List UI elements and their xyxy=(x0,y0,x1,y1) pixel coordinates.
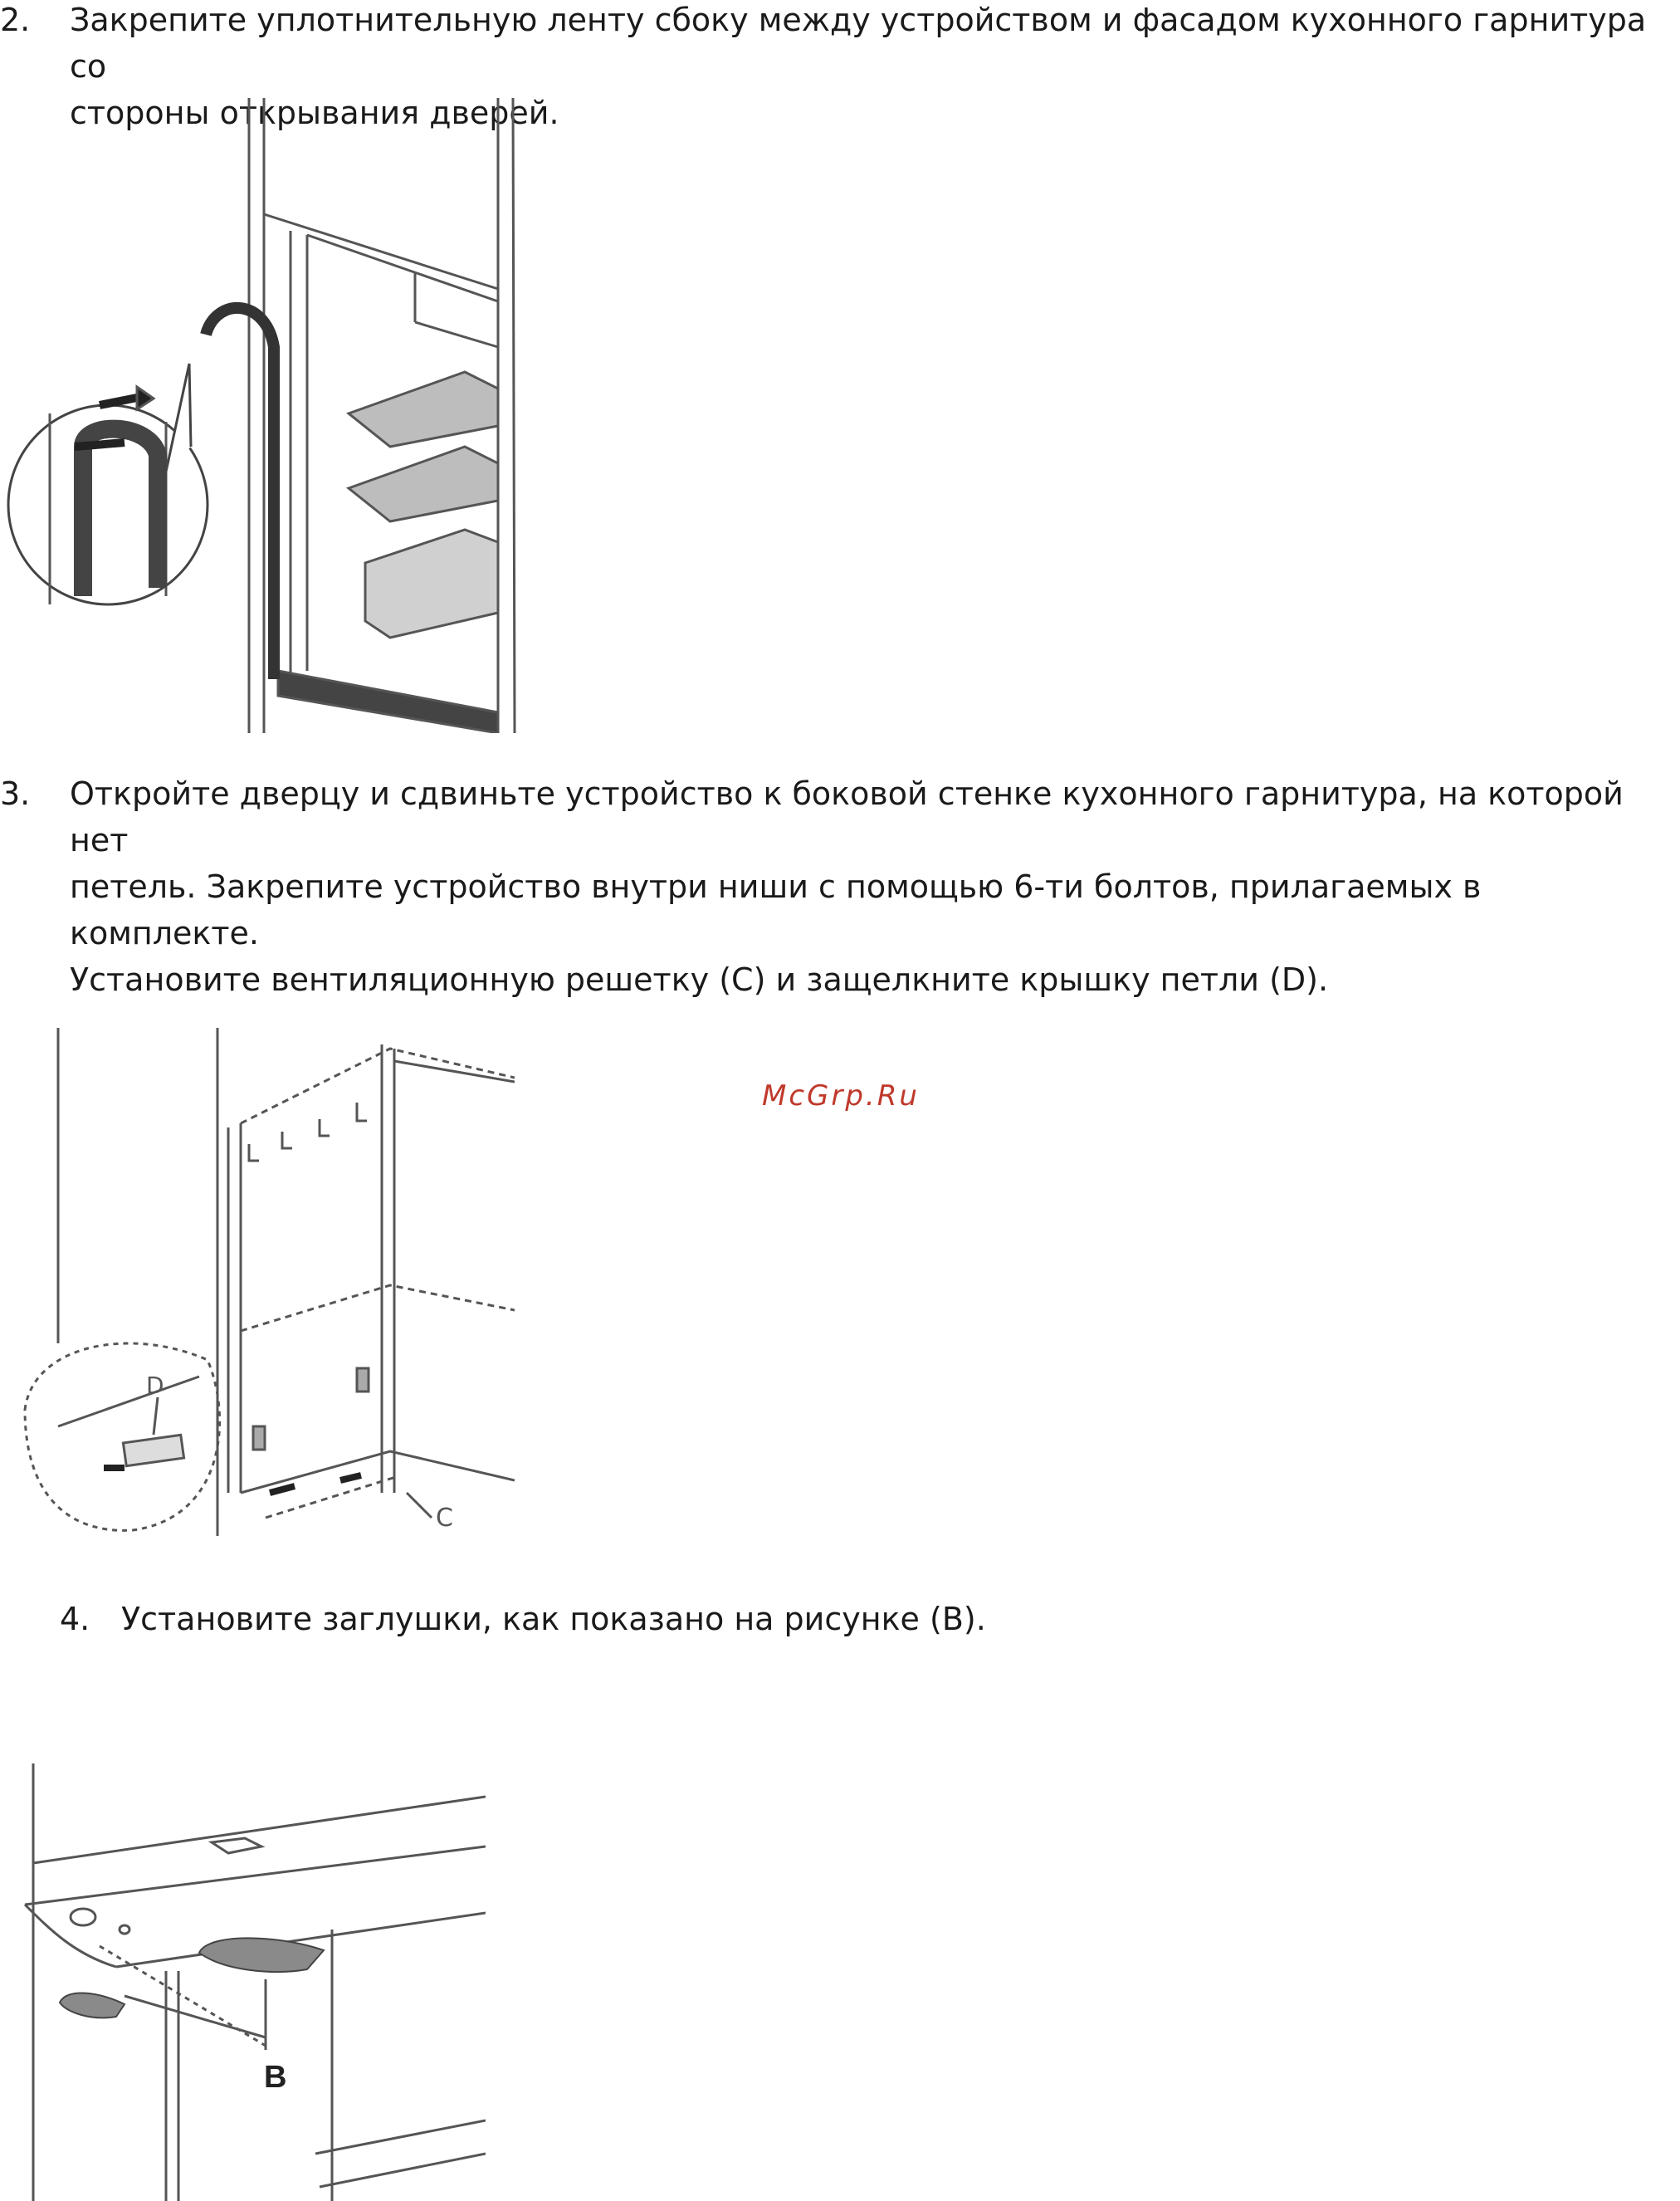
label-b: B xyxy=(264,2060,287,2095)
step-4-line-1: Установите заглушки, как показано на рисунке (B). xyxy=(121,1601,986,1637)
mounting-bolts-illustration xyxy=(0,1028,515,1536)
step-3-line-2: петель. Закрепите устройство внутри ниши с помощью 6-ти болтов, прилагаемых в комплекте. xyxy=(70,868,1482,951)
step-2 xyxy=(0,0,1677,131)
step-4-text xyxy=(121,1596,986,1642)
cover-caps-illustration xyxy=(0,1763,486,2201)
step-4-number: 4. xyxy=(60,1601,90,1637)
label-d: D xyxy=(146,1372,164,1399)
step-3 xyxy=(0,770,1677,998)
step-3-line-1: Откройте дверцу и сдвиньте устройство к боковой стенке кухонного гарнитура, на которой нет xyxy=(70,775,1624,858)
watermark: McGrp.Ru xyxy=(762,1079,920,1113)
step-3-line-3: Установите вентиляционную решетку (C) и защелкните крышку петли (D). xyxy=(70,961,1329,998)
step-3-number: 3. xyxy=(0,775,31,812)
step-2-line-2: стороны открывания дверей. xyxy=(70,95,559,131)
step-3-text xyxy=(70,770,1677,1003)
step-2-number: 2. xyxy=(0,2,31,38)
label-c: C xyxy=(436,1504,453,1533)
step-4 xyxy=(60,1596,1222,1646)
sealing-tape-illustration xyxy=(0,98,535,733)
step-2-line-1: Закрепите уплотнительную ленту сбоку между устройством и фасадом кухонного гарнитура со xyxy=(70,2,1647,85)
